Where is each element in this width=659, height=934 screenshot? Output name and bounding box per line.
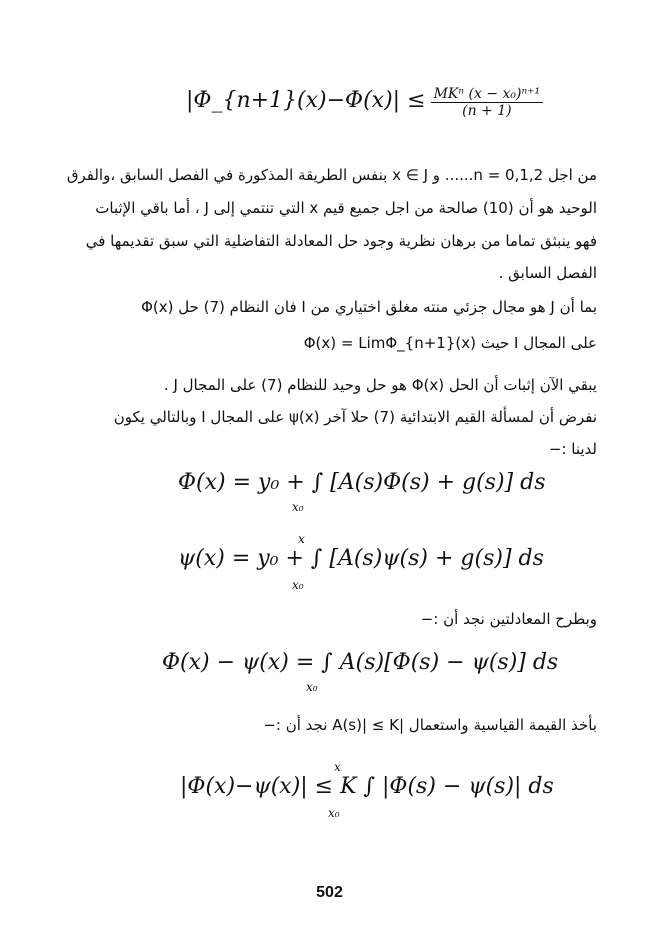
integral-upper-limit: x xyxy=(298,532,305,546)
equation-bound xyxy=(186,86,543,119)
paragraph-line: لدينا :− xyxy=(548,440,597,458)
page-number: 502 xyxy=(316,884,343,901)
paragraph-line: الوحيد هو أن (10) صالحة من اجل جميع قيم x التي تنتمي إلى J ، أما باقي الإثبات xyxy=(95,199,597,217)
integral-upper-limit: x xyxy=(334,760,341,774)
integral-lower-limit: x₀ xyxy=(292,578,304,592)
paragraph-line: بما أن J هو مجال جزئي منته مغلق اختياري من I فان النظام (7) حل Φ(x) xyxy=(141,298,597,316)
fraction-numerator: MKⁿ (x − x₀)ⁿ⁺¹ xyxy=(431,86,544,103)
integral-lower-limit: x₀ xyxy=(328,806,340,820)
equation-phi-integral xyxy=(178,470,545,495)
paragraph-line: الفصل السابق . xyxy=(498,264,597,282)
fraction-denominator: (n + 1) xyxy=(462,103,512,119)
equation-text: Φ(x) = y₀ + ∫ [A(s)Φ(s) + g(s)] ds xyxy=(178,470,546,495)
equation-inequality xyxy=(180,774,554,799)
integral-lower-limit: x₀ xyxy=(292,500,304,514)
paragraph-line: يبقي الآن إثبات أن الحل Φ(x) هو حل وحيد للنظام (7) على المجال J . xyxy=(163,376,597,394)
integral-lower-limit: x₀ xyxy=(306,680,318,694)
paragraph-line: فهو ينبثق تماما من برهان نظرية وجود حل المعادلة التفاضلية التي سبق تقديمها في xyxy=(85,232,597,250)
paragraph-line: من اجل n = 0,1,2...... و x ∈ J بنفس الطريقة المذكورة في الفصل السابق ،والفرق xyxy=(66,166,597,184)
equation-text: Φ(x) − ψ(x) = ∫ A(s)[Φ(s) − ψ(s)] ds xyxy=(162,650,559,675)
equation-difference xyxy=(162,650,558,675)
fraction xyxy=(431,86,544,119)
equation-text: |Φ(x)−ψ(x)| ≤ K ∫ |Φ(s) − ψ(s)| ds xyxy=(180,774,554,799)
equation-text: ψ(x) = y₀ + ∫ [A(s)ψ(s) + g(s)] ds xyxy=(178,546,544,571)
paragraph-line: نفرض أن لمسألة القيم الابتدائية (7) حلا آخر ψ(x) على المجال I وبالتالي يكون xyxy=(113,408,597,426)
equation-lhs: |Φ_{n+1}(x)−Φ(x)| ≤ xyxy=(186,88,426,113)
equation-psi-integral xyxy=(178,546,544,571)
paragraph-line: وبطرح المعادلتين نجد أن :− xyxy=(420,610,597,628)
paragraph-line: بأخذ القيمة القياسية واستعمال |A(s)| ≤ K نجد أن :− xyxy=(263,716,597,734)
paragraph-line: على المجال I حيث Φ(x) = LimΦ_{n+1}(x) xyxy=(303,334,597,352)
